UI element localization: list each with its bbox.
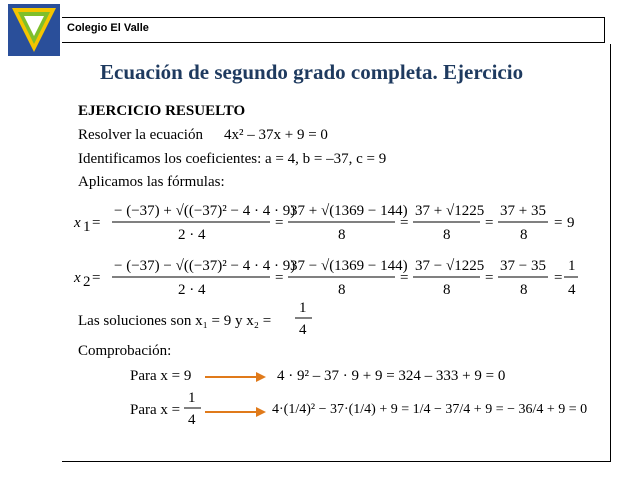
x2-step3-num: 37 − 35 (500, 258, 546, 274)
x2-var: x (74, 270, 81, 286)
x2-step1-den: 8 (338, 282, 346, 298)
x2-step2-num: 37 − √1225 (415, 258, 485, 274)
arrow-2-icon (205, 411, 257, 413)
header-rule-top (62, 17, 605, 18)
x1-step1-num: 37 + √(1369 − 144) (290, 203, 408, 219)
x2-numerator: − (−37) − √((−37)² − 4 · 4 · 9) (114, 258, 296, 274)
brand-name: Colegio El Valle (67, 22, 149, 34)
arrow-2-head-icon (256, 407, 266, 417)
x1-numerator: − (−37) + √((−37)² − 4 · 4 · 9) (114, 203, 296, 219)
svg-text:=: = (554, 270, 563, 286)
x2-step3-den: 8 (520, 282, 528, 298)
x1-step3-den: 8 (520, 227, 528, 243)
check-case1-label: Para x = 9 (130, 368, 192, 384)
x2-formula (70, 250, 590, 300)
check-label: Comprobación: (78, 343, 172, 359)
solutions-label: Las soluciones son x₁ = 9 y x₂ = (78, 313, 272, 329)
x1-result: 9 (567, 215, 575, 231)
svg-text:=: = (554, 215, 563, 231)
svg-text:=: = (275, 270, 284, 286)
x2-step2-den: 8 (443, 282, 451, 298)
x1-step2-num: 37 + √1225 (415, 203, 485, 219)
x2-result-num: 1 (568, 258, 576, 274)
solution-x2-num: 1 (299, 300, 307, 316)
svg-text:=: = (485, 215, 494, 231)
page-frame-right (610, 44, 611, 462)
page-title: Ecuación de segundo grado completa. Ejercicio (100, 60, 524, 84)
x1-var: x (74, 215, 81, 231)
check-case2-den: 4 (188, 412, 196, 428)
x1-formula (70, 195, 590, 245)
x1-step1-den: 8 (338, 227, 346, 243)
x2-step1-num: 37 − √(1369 − 144) (290, 258, 408, 274)
check-case2-label: Para x = (130, 402, 181, 418)
arrow-1-head-icon (256, 372, 266, 382)
svg-text:=: = (275, 215, 284, 231)
svg-text:=: = (485, 270, 494, 286)
x2-denominator: 2 · 4 (178, 282, 206, 298)
formula-intro: Aplicamos las fórmulas: (78, 174, 225, 190)
svg-text:=: = (400, 215, 409, 231)
header-rule-bottom (62, 42, 605, 43)
page-frame-bottom (62, 461, 611, 462)
problem-label: Resolver la ecuación (78, 127, 203, 143)
solution-x2-fraction (292, 296, 316, 340)
x1-step3-num: 37 + 35 (500, 203, 546, 219)
svg-text:=: = (92, 215, 101, 231)
x1-sub: 1 (83, 219, 91, 235)
x2-result-den: 4 (568, 282, 576, 298)
coefficients-line: Identificamos los coeficientes: a = 4, b = –37, c = 9 (78, 151, 387, 167)
section-heading: EJERCICIO RESUELTO (78, 103, 246, 119)
problem-equation: 4x² – 37x + 9 = 0 (224, 127, 328, 143)
check-case2-fraction (182, 386, 204, 430)
svg-text:=: = (400, 270, 409, 286)
check-case2-num: 1 (188, 390, 196, 406)
x1-step2-den: 8 (443, 227, 451, 243)
svg-text:=: = (92, 270, 101, 286)
x2-sub: 2 (83, 274, 91, 290)
check-case2-eq: 4·(1/4)² − 37·(1/4) + 9 = 1/4 − 37/4 + 9 = − 36/4 + 9 = 0 (272, 402, 588, 417)
x1-denominator: 2 · 4 (178, 227, 206, 243)
arrow-1-icon (205, 376, 257, 378)
header-rule-right (604, 17, 605, 43)
check-case1-eq: 4 · 9² – 37 · 9 + 9 = 324 – 333 + 9 = 0 (277, 368, 506, 384)
solution-x2-den: 4 (299, 322, 307, 338)
school-logo-icon (8, 4, 60, 56)
